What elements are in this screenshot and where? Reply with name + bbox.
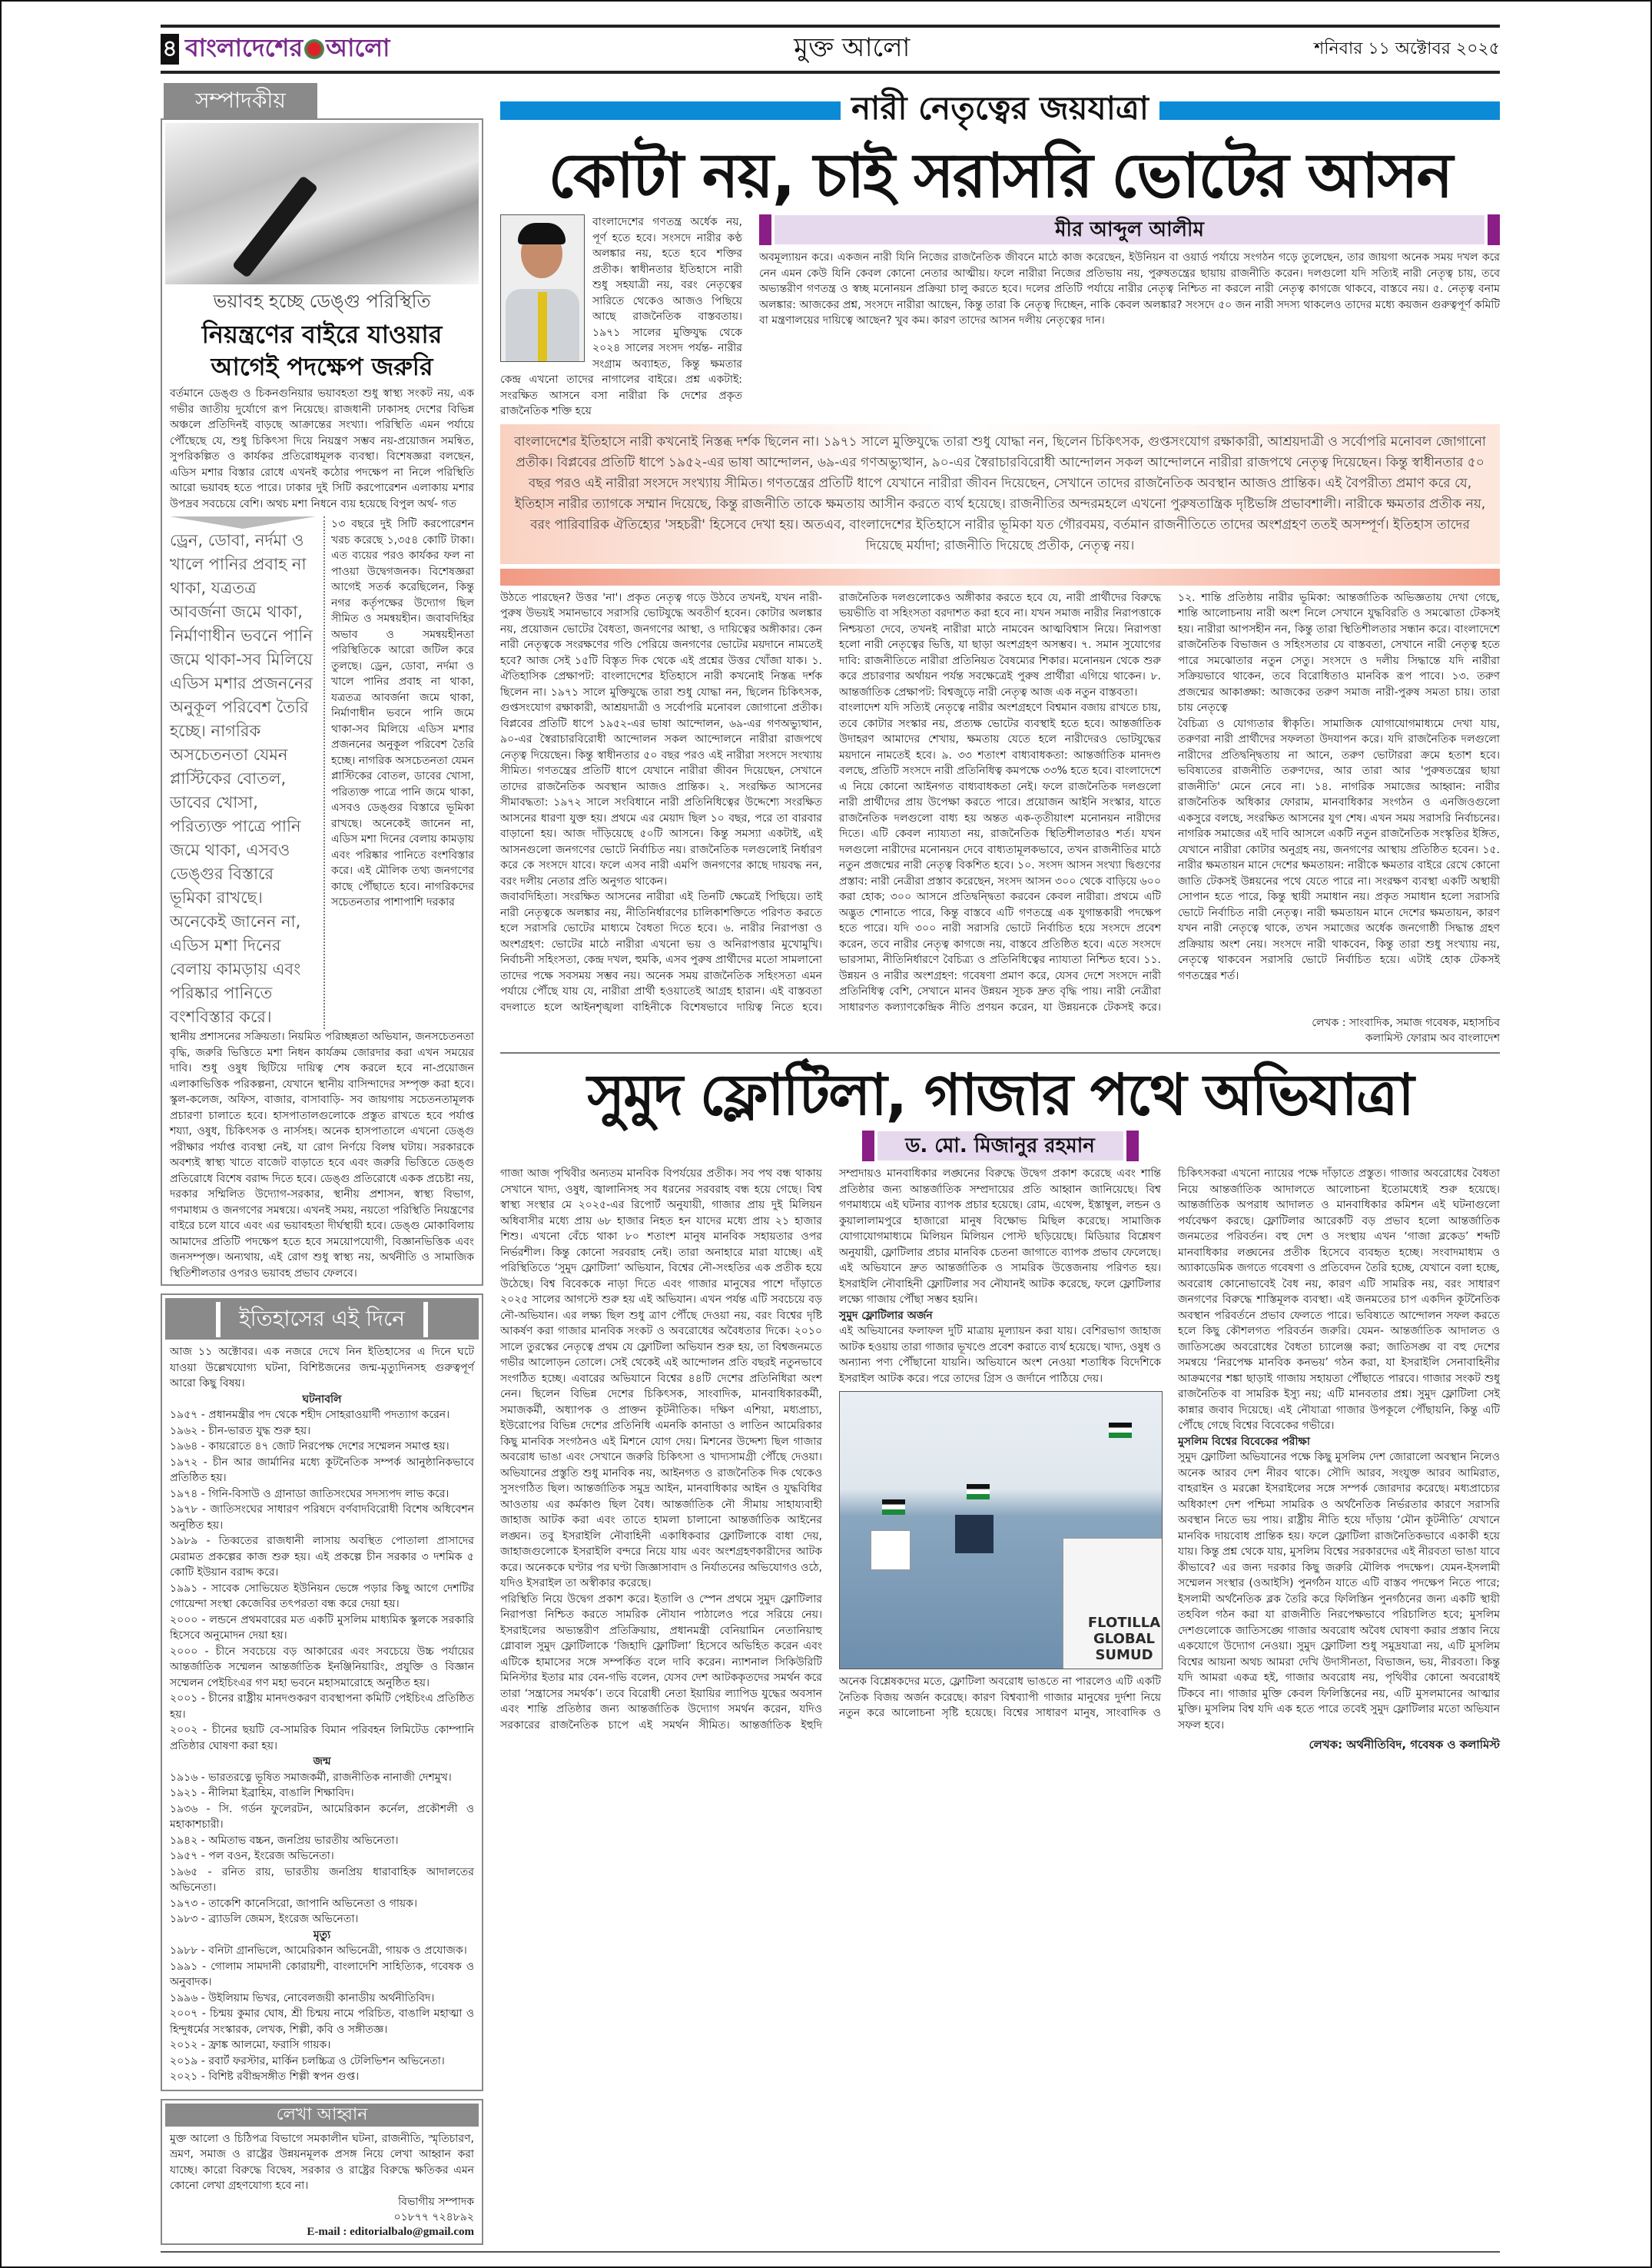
- article1-col1-top-text: বাংলাদেশের গণতন্ত্র অর্ধেক নয়, পূর্ণ হতে হবে। সংসদে নারীর কণ্ঠ অলঙ্কার নয়, হতে হবে শক্তির প্রতীক। স্বাধীনতার ইতিহাসে নারী শুধু সহযাত্রী নয়, বরং নেতৃত্বের সারিতে থেকেও আজও পিছিয়ে আছে রাজনৈতিক বাস্তবতায়। ১৯৭১ সালের মুক্তিযুদ্ধ থেকে ২০২৪ সালের সংসদ পর্যন্ত- নারীর সংগ্রাম অব্যাহত, কিন্তু ক্ষমতার কেন্দ্র এখনো তাদের নাগালের বাইরে। প্রশ্ন একটাই: সংরক্ষিত আসনে বসা নারীরা কি দেশের প্রকৃত রাজনৈতিক শক্তি হয়ে: [500, 216, 742, 417]
- history-death-item: ২০১২ - ফ্রাঙ্ক আলমো, ফরাসি গায়ক।: [170, 2039, 331, 2051]
- history-birth-item: ১৯৫৭ - পল বওন, ইংরেজ অভিনেতা।: [170, 1850, 334, 1862]
- history-event-item: ১৯৭৮ - জাতিসংঘের সাধারণ পরিষদে বর্ণবাদবিরোধী বিশেষ অধিবেশন অনুষ্ঠিত হয়।: [170, 1503, 474, 1532]
- editorial-headline-line2: আগেই পদক্ষেপ জরুরি: [211, 352, 433, 381]
- editorial-intro-text: বর্তমানে ডেঙ্গু ও চিকনগুনিয়ার ভয়াবহতা শুধু স্বাস্থ্য সংকট নয়, এক গভীর জাতীয় দুর্যোগে রূপ নিয়েছে। রাজধানী ঢাকাসহ দেশের বিভিন্ন অঞ্চলে প্রতিদিনই বাড়ছে আক্রান্তের সংখ্যা। পরিস্থিতি এমন পর্যায়ে পৌঁছেছে যে, শুধু চিকিৎসা দিয়ে নিয়ন্ত্রণ সম্ভব নয়-প্রয়োজন সমন্বিত, সুপরিকল্পিত ও কার্যকর প্রতিরোধমূলক ব্যবস্থা। বিশেষজ্ঞরা বলছেন, এডিস মশার বিস্তার রোধে এখনই কঠোর পদক্ষেপ না নিলে পরিস্থিতি আরো ভয়াবহ হতে পারে। ঢাকার দুই সিটি করপোরেশন এলাকায় মশার উপদ্রব সবচেয়ে বেশি। অথচ মশা নিধনে ব্যয় হয়েছে বিপুল অর্থ- গত: [170, 387, 474, 510]
- article2-byline: লেখক: অর্থনীতিবিদ, গবেষক ও কলামিস্ট: [1309, 1738, 1500, 1752]
- history-event-item: ১৯৫৭ - প্রধানমন্ত্রীর পদ থেকে শহীদ সোহরাওয়ার্দী পদত্যাগ করেন।: [170, 1409, 450, 1421]
- boat-shape: [871, 1530, 911, 1570]
- author2-tab-right: [1126, 1131, 1139, 1161]
- pen-writing-photo: [165, 123, 479, 284]
- article1-body: [500, 590, 1500, 1016]
- page-number: ৪: [161, 34, 179, 65]
- masthead-bottom-rule: [161, 71, 1500, 74]
- left-column: [161, 83, 483, 2245]
- article2-headline: সুমুদ ফ্লোটিলা, গাজার পথে অভিযাত্রা: [587, 1062, 1413, 1128]
- kicker-bar-left: [500, 101, 841, 120]
- article1-col2-top: [759, 214, 1500, 420]
- article2-col2-text: পরিস্থিতি নিয়ে উদ্বেগ প্রকাশ করে। ইতালি ও স্পেন প্রথমে সুমুদ ফ্লোটিলার নিরাপত্তা নিশ্চিত করতে সামরিক নৌযান পাঠালেও পরে সরিয়ে নেয়। ইসরাইলের অভ্যন্তরীণ প্রতিক্রিয়ায়, প্রধানমন্ত্রী বেনিয়ামিন নেতানিয়াহু গ্লোবাল সুমুদ ফ্লোটিলাকে ‘জিহাদি ফ্লোটিলা’ হিসেবে অভিহিত করেন এবং এটিকে হামাসের সঙ্গে সম্পর্কিত বলে দাবি করেন। ন্যাশনাল সিকিউরিটি মিনিস্টার ইতার মার বেন-গভি বলেন, যেসব দেশ আটককৃতদের সমর্থন করে তারা ‘সন্ত্রাসের সমর্থক’। তবে বিরোধী নেতা ইয়ায়ির ল্যাপিড যুদ্ধের অবসান এবং শান্তি প্রতিষ্ঠার জন্য আন্তর্জাতিক উদ্যোগ সমর্থন করেন, যদিও সরকারের রাজনৈতিক চাপে এই সমর্থন সীমিত। আন্তর্জাতিক ইহুদি সম্প্রদায়ও মানবাধিকার লঙ্ঘনের বিরুদ্ধে উদ্বেগ প্রকাশ করেছে এবং শান্তি প্রতিষ্ঠার জন্য আন্তর্জাতিক সম্প্রদায়ের প্রতি আহ্বান জানিয়েছে। বিশ্ব গণমাধ্যমে এই ঘটনার ব্যাপক প্রচার হয়েছে। রোম, এথেন্স, ইস্তাম্বুল, লন্ডন ও কুয়ালালামপুরে হাজারো মানুষ বিক্ষোভ মিছিল করেছে। সামাজিক যোগাযোগমাধ্যমে মিলিয়ন মিলিয়ন পোস্ট ছড়িয়েছে। মিডিয়ার বিশ্লেষণ অনুযায়ী, ফ্লোটিলার প্রচার মানবিক চেতনা জাগাতে ব্যাপক প্রভাব ফেলেছে। এই অভিযানে দ্রুত আন্তর্জাতিক ও সামরিক উত্তেজনায় পরিণত হয়। ইসরাইলি নৌবাহিনী ফ্লোটিলার সব নৌযানই আটক করেছে, ফলে ফ্লোটিলার লক্ষ্যে গাজায় পৌঁছা সম্ভব হয়নি।: [500, 1167, 1161, 1732]
- newspaper-logo: [185, 28, 390, 70]
- editorial-side-column: [323, 516, 474, 1029]
- palestine-flag-icon: [967, 1484, 990, 1499]
- palestine-flag-icon: [882, 1499, 905, 1515]
- editorial-body-end-text: স্থানীয় প্রশাসনের সক্রিয়তা। নিয়মিত পরিচ্ছন্নতা অভিযান, জনসচেতনতা বৃদ্ধি, জরুরি ভিত্তিতে মশা নিধন কার্যক্রম জোরদার করা এখন সময়ের দাবি। শুধু ওষুধ ছিটিয়ে দায়িত্ব শেষ করলে হবে না-প্রয়োজন এলাকাভিত্তিক পরিকল্পনা, যেখানে স্থানীয় বাসিন্দাদের সম্পৃক্ত করা হবে। স্কুল-কলেজ, অফিস, বাজার, বাসাবাড়ি- সব জায়গায় সচেতনতামূলক প্রচারণা চালাতে হবে। হাসপাতালগুলোকে প্রস্তুত রাখতে হবে পর্যাপ্ত শয্যা, ওষুধ, চিকিৎসক ও নার্সসহ। অনেক হাসপাতালে এখনো ডেঙ্গু পরীক্ষার পর্যাপ্ত ব্যবস্থা নেই, যা রোগ নির্ণয়ে বিলম্ব ঘটায়। সরকারকে অবশ্যই স্বাস্থ্য খাতে বাজেট বাড়াতে হবে এবং জরুরি ভিত্তিতে ডেঙ্গু প্রতিরোধে বিশেষ বরাদ্দ দিতে হবে। ডেঙ্গু প্রতিরোধে একক প্রচেষ্টা নয়, দরকার সম্মিলিত উদ্যোগ-সরকার, স্থানীয় প্রশাসন, স্বাস্থ্য বিভাগ, গণমাধ্যম ও জনগণের সমন্বয়ে। এখনই সময়, নয়তো পরিস্থিতি নিয়ন্ত্রণের বাইরে চলে যাবে এবং এর ভয়াবহতা দীর্ঘস্থায়ী হবে। ডেঙ্গু মোকাবিলায় আমাদের প্রতিটি পদক্ষেপ হতে হবে সময়োপযোগী, বিজ্ঞানভিত্তিক এবং জনসম্পৃক্ত। অন্যথায়, এই রোগ শুধু স্বাস্থ্য নয়, অর্থনীতি ও সামাজিক স্থিতিশীলতার ওপরও ভয়াবহ প্রভাব ফেলবে।: [170, 1031, 474, 1280]
- article1-kicker: নারী নেতৃত্বের জয়যাত্রা: [851, 89, 1149, 127]
- article2-col3-end-text: সুমুদ ফ্লোটিলা অভিযানের পক্ষে কিছু মুসলিম দেশ জোরালো অবস্থান নিলেও অনেক আরব দেশ নীরব থাকে। সৌদি আরব, সংযুক্ত আরব আমিরাত, বাহরাইন ও মরক্কো ইসরাইলের সঙ্গে সম্পর্ক জোরদার করেছে। মধ্যপ্রাচ্যের অধিকাংশ দেশ পশ্চিমা সামরিক ও অর্থনৈতিক নির্ভরতার কারণে সরাসরি অবস্থান নিতে ভয় পায়। রাষ্ট্রীয় নীতি হয়ে দাঁড়ায় ‘মৌন কূটনীতি’ যেখানে মানবিক দায়বোধ প্রান্তিক হয়। ফলে ফ্লোটিলা রাজনৈতিকভাবে একাকী হয়ে যায়। কিন্তু প্রশ্ন থেকে যায়, মুসলিম বিশ্বের সরকারদের এই নীরবতা ভাঙা যাবে কীভাবে? এর জন্য দরকার কিছু জরুরি মৌলিক পদক্ষেপ। যেমন-ইসলামী সম্মেলন সংস্থার (ওআইসি) পুনর্গঠন যাতে এটি বাস্তব পদক্ষেপ নিতে পারে; ইসলামী অর্থনৈতিক ব্লক তৈরি করে ফিলিস্তিন পুনর্গঠনের জন্য একটি স্থায়ী তহবিল গঠন করা যা রাজনীতি নিরপেক্ষভাবে পরিচালিত হবে; মুসলিম দেশগুলোকে জাতিসঙ্ঘে গাজার অবরোধ অবৈধ ঘোষণা করার প্রস্তাব নিয়ে একযোগে উদ্যোগ নেওয়া। সুমুদ ফ্লোটিলা শুধু সমুদ্রযাত্রা নয়, এটি মুসলিম বিশ্বের আয়না অথচ আমরা দেখি উদাসীনতা, বিভাজন, ভয়, নীরবতা। কিন্তু যদি আমরা একত্র হই, গাজার অবরোধ নয়, পৃথিবীর কোনো অবরোধই টিকবে না। গাজার মুক্তি কেবল ফিলিস্তিনের নয়, এটি মুসলমানের আত্মার মুক্তি। মুসলিম বিশ্ব যদি এক হতে পারে তবেই সুমুদ ফ্লোটিলার মতো অভিযান সফল হবে।: [1178, 1451, 1500, 1732]
- sun-emblem-icon: [304, 39, 324, 59]
- author-tab-right: [1488, 214, 1500, 245]
- pen-icon: [232, 175, 319, 278]
- pullquote-arrow-icon: [170, 516, 316, 529]
- article1-col3-bottom-text: বৈচিত্র্য ও যোগ্যতার স্বীকৃতি। সামাজিক যোগাযোগমাধ্যমে দেখা যায়, তরুণরা নারী প্রার্থীদের সফলতা উদযাপন করে। যদি রাজনৈতিক দলগুলো নারীদের প্রতিদ্বন্দ্বিতায় না আনে, তরুণ ভোটাররা ক্রমে হতাশ হবে। ভবিষ্যতের রাজনীতি তরুণদের, আর তারা আর 'পুরুষতন্ত্রের ছায়া রাজনীতি' মেনে নেবে না। ১৪. নাগরিক সমাজের আহ্বান: নারীর রাজনৈতিক অধিকার ফোরাম, মানবাধিকার সংগঠন ও এনজিওগুলো একসুরে বলছে, সংরক্ষিত আসনের যুগ শেষ। এখন সময় সরাসরি নির্বাচনের। নাগরিক সমাজের এই দাবি আসলে একটি নতুন রাজনৈতিক সংস্কৃতির ইঙ্গিত, যেখানে নারীরা কোটার অনুগ্রহ নয়, জনগণের আস্থায় প্রতিষ্ঠিত হবেন। ১৫. নারীর ক্ষমতায়ন মানে দেশের ক্ষমতায়ন: নারীকে ক্ষমতার বাইরে রেখে কোনো জাতি টেকসই উন্নয়নের পথে যেতে পারে না। সংরক্ষণ ব্যবস্থা একটি অস্থায়ী সোপান হতে পারে, কিন্তু স্থায়ী সমাধান নয়। প্রকৃত সমাধান হলো সরাসরি ভোটে নির্বাচিত নারী নেতৃত্ব। নারী ক্ষমতায়ন মানে দেশের ক্ষমতায়ন, কারণ যখন নারী নেতৃত্বে থাকে, তখন সমাজের অর্ধেক জনগোষ্ঠী সিদ্ধান্ত গ্রহণ প্রক্রিয়ায় অংশ নেয়। সংসদে নারী থাকবেন, কিন্তু তারা শুধু সংখ্যায় নয়, নেতৃত্বে থাকবেন সরাসরি ভোটে নির্বাচিত হয়ে। এটাই হোক টেকসই গণতন্ত্রের শর্ত।: [1178, 717, 1500, 982]
- page-layout: [161, 83, 1500, 2245]
- article2-author: ড. মো. মিজানুর রহমান: [877, 1131, 1123, 1161]
- article2-col3-text: অনেক বিশ্লেষকদের মতে, ফ্লোটিলা অবরোধ ভাঙতে না পারলেও এটি একটি নৈতিক বিজয় অর্জন করেছে। কারণ বিশ্বব্যাপী গাজার মানুষের দুর্দশা নিয়ে নতুন করে আলোচনা সৃষ্টি হয়েছে। বিশ্বের সাধারণ মানুষ, সাংবাদিক ও চিকিৎসকরা এখনো ন্যায়ের পক্ষে দাঁড়াতে প্রস্তুত। গাজার অবরোধের বৈধতা নিয়ে আন্তর্জাতিক আদালতে আলোচনা ইতোমধ্যেই শুরু হয়েছে। আন্তর্জাতিক অপরাধ আদালত ও মানবাধিকার কমিশন এই ঘটনাগুলো পর্যবেক্ষণ করছে। ফ্লোটিলার আরেকটি বড় প্রভাব হলো আন্তর্জাতিক জনমতের পরিবর্তন। বহু দেশ ও সংস্থায় এখন ‘গাজা ব্লকেড’ শব্দটি মানবাধিকার লঙ্ঘনের প্রতীক হিসেবে ব্যবহৃত হচ্ছে। সংবাদমাধ্যম ও অ্যাকাডেমিক জগতে গবেষণা ও প্রতিবেদন তৈরি হচ্ছে, যেখানে বলা হচ্ছে, অবরোধ কোনোভাবেই বৈধ নয়, কারণ এটি সামরিক নয়, বরং সাধারণ জনগণের বিরুদ্ধে শাস্তিমূলক ব্যবস্থা। এই জনমতের চাপ একদিন কূটনৈতিক অবস্থান পরিবর্তনে প্রভাব ফেলতে পারে। ভবিষ্যতে আন্দোলন সফল করতে হলে কিছু কৌশলগত পরিবর্তন জরুরি। যেমন- আন্তর্জাতিক আদালত ও জাতিসঙ্ঘে অবরোধের বৈধতা চ্যালেঞ্জ করা; জাতিসঙ্ঘ বা বহু দেশের সমন্বয়ে ‘নিরপেক্ষ মানবিক কনভয়’ গঠন করা, যা ইসরাইলি সেনাবাহিনীর আক্রমণের শঙ্কা ছাড়াই গাজায় সহায়তা পৌঁছাতে পারবে। গাজার সংকট শুধু রাজনৈতিক বা সামরিক ইস্যু নয়; এটি মানবতার প্রশ্ন। সুমুদ ফ্লোটিলা সেই কান্নার জবাব দিয়েছে। এই নৌযাত্রা গাজার উপকূলে পৌঁছায়নি, কিন্তু এটি পৌঁছে গেছে বিশ্বের বিবেকের গভীরে।: [839, 1167, 1500, 1719]
- history-event-item: ১৯৬৪ - কায়রোতে ৪৭ জোট নিরপেক্ষ দেশের সম্মেলন সমাপ্ত হয়।: [170, 1440, 449, 1453]
- deaths-list: [170, 1943, 474, 2085]
- history-event-item: ১৯৭৪ - গিনি-বিসাউ ও গ্রানাডা জাতিসংঘের সদস্যপদ লাভ করে।: [170, 1487, 449, 1500]
- deaths-heading: মৃত্যু: [313, 1928, 331, 1941]
- history-birth-item: ১৯৩৬ - সি. গর্ডন ফুলেরটন, আমেরিকান কর্নেল, প্রকৌশলী ও মহাকাশচারী।: [170, 1802, 474, 1831]
- call-for-writing-label: লেখা আহ্বান: [165, 2104, 479, 2127]
- history-death-item: ১৯৯৬ - উইলিয়াম ভিখর, নোবেলজয়ী কানাডীয় অর্থনীতিবিদ।: [170, 1991, 435, 2004]
- article2-author-row: [862, 1131, 1139, 1161]
- section-title: মুক্ত আলো: [794, 32, 911, 63]
- article1-pullquote-box: [500, 424, 1500, 564]
- editorial-section-label: সম্পাদকীয়: [164, 83, 317, 118]
- boat-banner-text: FLOTILLA GLOBAL SUMUD: [1087, 1615, 1161, 1663]
- births-list: [170, 1770, 474, 1928]
- history-intro: আজ ১১ অক্টোবর। এক নজরে দেখে নিন ইতিহাসের এ দিনে ঘটে যাওয়া উল্লেখযোগ্য ঘটনা, বিশিষ্টজনের জন্ম-মৃত্যুদিনসহ গুরুত্বপূর্ণ আরো কিছু বিষয়।: [170, 1346, 474, 1390]
- logo-text-right: আলো: [326, 33, 390, 62]
- call-for-writing-body: মুক্ত আলো ও চিঠিপত্র বিভাগে সমকালীন ঘটনা, রাজনীতি, স্মৃতিচারণ, ভ্রমণ, সমাজ ও রাষ্ট্রের উন্নয়নমূলক প্রসঙ্গ নিয়ে লেখা আহ্বান করা যাচ্ছে। কারো বিরুদ্ধে বিদ্বেষ, সরকার ও রাষ্ট্রের বিরুদ্ধে ক্ষতিকর এমন কোনো লেখা গ্রহণযোগ্য হবে না।: [170, 2132, 474, 2192]
- history-birth-item: ১৯১৬ - ভারতরত্নে ভূষিত সমাজকর্মী, রাজনীতিক নানাজী দেশমুখ।: [170, 1771, 452, 1784]
- masthead: [161, 28, 1500, 71]
- history-event-item: ১৯৯১ - সাবেক সোভিয়েত ইউনিয়ন ভেঙ্গে পড়ার কিছু আগে দেশটির গোয়েন্দা সংস্থা কেজেবির তৎপরতা বন্ধ করে দেয়া হয়।: [170, 1582, 474, 1610]
- history-event-item: ১৯৮৯ - তিব্বতের রাজধানী লাসায় অবস্থিত পোতালা প্রাসাদের মেরামত প্রকল্পের কাজ শুরু হয়। এই প্রকল্পে চীন সরকার ৩ দশমিক ৫ কোটি ইউয়ান বরাদ্দ করে।: [170, 1535, 474, 1579]
- call-signature: বিভাগীয় সম্পাদক: [398, 2195, 474, 2208]
- births-heading: জন্ম: [313, 1755, 331, 1768]
- history-label-text: ইতিহাসের এই দিনে: [239, 1306, 405, 1331]
- article1-byline: [500, 1015, 1500, 1046]
- logo-text-left: বাংলাদেশের: [185, 33, 304, 62]
- article1-author: মীর আব্দুল আলীম: [775, 215, 1484, 244]
- history-birth-item: ১৯৭৩ - তাকেশি কানেসিরো, জাপানি অভিনেতা ও গায়ক।: [170, 1897, 417, 1910]
- article1-col3-top-text: বাংলাদেশ যদি সত্যিই নেতৃত্বে নারীর অংশগ্রহণে বিশ্বমান বজায় রাখতে চায়, তবে কোটার সংস্কার নয়, প্রত্যক্ষ ভোটের ব্যবস্থাই হতে হবে। আন্তর্জাতিক উদাহরণ আমাদের শেখায়, ক্ষমতায় যেতে হলে নারীদেরও ভোটযুদ্ধের ময়দানে নামতেই হবে। ৯. ৩৩ শতাংশ বাধ্যবাধকতা: আন্তর্জাতিক মানদণ্ড বলছে, প্রতিটি সংসদে নারী প্রতিনিধিত্ব কমপক্ষে ৩৩% হতে হবে। বাংলাদেশে এ নিয়ে কোনো আইনগত বাধ্যবাধকতা নেই। ফলে রাজনৈতিক দলগুলো নারী প্রার্থীদের প্রায় উপেক্ষা করতে পারে। প্রয়োজন আইনি সংস্কার, যাতে রাজনৈতিক দলগুলো বাধ্য হয় অন্তত এক-তৃতীয়াংশ মনোনয়ন নারীদের দিতে। এটি কেবল ন্যায্যতা নয়, রাজনৈতিক স্থিতিশীলতারও শর্ত। যখন দলগুলো নারীদের মনোনয়ন দেবে বাধ্যতামূলকভাবে, তখন রাজনীতির মাঠে নতুন প্রজন্মের নারী নেতৃত্ব বিকশিত হবে। ১০. সংসদ আসন সংখ্যা দ্বিগুণের প্রস্তাব: নারী নেত্রীরা প্রস্তাব করেছেন, সংসদ আসন ৩০০ থেকে বাড়িয়ে ৬০০ করা হোক; ৩০০ আসনে প্রতিদ্বন্দ্বিতা করবেন কেবল নারীরা। প্রথমে এটি অদ্ভুত শোনাতে পারে, কিন্তু বাস্তবে এটি গণতন্ত্রে এক যুগান্তকারী পদক্ষেপ হতে পারে। যদি ৩০০ নারী সরাসরি ভোটে নির্বাচিত হয়ে সংসদে প্রবেশ করেন, তবে নারীর নেতৃত্ব কাগজে নয়, বাস্তবে প্রতিষ্ঠিত হবে। এতে সংসদে ভারসাম্য, নীতিনির্ধারণে বৈচিত্র্য ও প্রতিনিধিত্বের ন্যায্যতা নিশ্চিত হবে। ১১. উন্নয়ন ও নারীর অংশগ্রহণ: গবেষণা প্রমাণ করে, যেসব দেশে সংসদে নারী প্রতিনিধিত্ব বেশি, সেখানে মানব উন্নয়ন সূচক দ্রুত বৃদ্ধি পায়। নারী নেত্রীরা সাধারণত কল্যাণকেন্দ্রিক নীতি প্রণয়ন করেন, যা উন্নয়নকে টেকসই করে। ১২. শান্তি প্রতিষ্ঠায় নারীর ভূমিকা: আন্তর্জাতিক অভিজ্ঞতায় দেখা গেছে, শান্তি আলোচনায় নারী অংশ নিলে সেখানে যুদ্ধবিরতি ও সমঝোতা টেকসই হয়। নারীরা আপসহীন নন, কিন্তু তারা স্থিতিশীলতার সন্ধান করে। বাংলাদেশে রাজনৈতিক বিভাজন ও সহিংসতার যে বাস্তবতা, সেখানে নারী নেতৃত্ব হতে পারে সমঝোতার নতুন সেতু। সংসদে ও দলীয় সিদ্ধান্তে যদি নারীরা সক্রিয়ভাবে থাকেন, তবে বিরোধিতাও মানবিক রূপ পাবে। ১৩. তরুণ প্রজন্মের আকাঙ্ক্ষা: আজকের তরুণ সমাজ নারী-পুরুষ সমতা চায়। তারা চায় নেতৃত্বে: [839, 591, 1500, 1014]
- article1-col2-top-text: অবমূল্যায়ন করে। একজন নারী যিনি নিজের রাজনৈতিক জীবনে মাঠে কাজ করেছেন, ইউনিয়ন বা ওয়ার্ড পর্যায়ে সংগঠন গড়ে তুলেছেন, তার জায়গা অনেক সময় দখল করে নেন এমন কেউ যিনি কেবল কোনো নেতার আত্মীয়। ফলে নারীরা নিজের প্রতিভায় নয়, পুরুষতন্ত্রের ছায়ায় রাজনীতি করেন। দলগুলো যদি সত্যিই নারী নেতৃত্ব চায়, তবে অভ্যন্তরীণ গণতন্ত্র ও স্বচ্ছ মনোনয়ন প্রক্রিয়া চালু করতে হবে। দলের প্রতিটি পর্যায়ে নারীর নেতৃত্ব নিশ্চিত না করলে নারী নেতৃত্ব কাগজে থাকবে, বাস্তবে নয়। ৫. নেতৃত্ব বনাম অলঙ্কার: আজকের প্রশ্ন, সংসদে নারীরা আছেন, কিন্তু তারা কি নেতৃত্ব দিচ্ছেন, নাকি কেবল অলঙ্কার? সংসদে ৫০ জন নারী সদস্য থাকলেও তাদের মধ্যে কয়জন গুরুত্বপূর্ণ কমিটি বা মন্ত্রণালয়ের দায়িত্বে আছেন? খুব কম। কারণ তাদের আসন দলীয় নেতৃত্বের দান।: [759, 251, 1500, 327]
- history-death-item: ১৯৮৮ - বনিটা গ্রানভিলে, আমেরিকান অভিনেত্রী, গায়ক ও প্রযোজক।: [170, 1944, 467, 1957]
- issue-date: শনিবার ১১ অক্টোবর ২০২৫: [1314, 38, 1500, 58]
- author-tab-left: [759, 214, 771, 245]
- boat-shape: [955, 1515, 994, 1553]
- article1-byline-line2: কলামিস্ট ফোরাম অব বাংলাদেশ: [1365, 1032, 1500, 1044]
- call-for-writing-box: [161, 2099, 483, 2245]
- history-death-item: ১৯৯১ - গোলাম সামদানী কোরায়শী, বাংলাদেশি সাহিত্যিক, গবেষক ও অনুবাদক।: [170, 1960, 474, 1988]
- article1-top-row: [500, 214, 1500, 420]
- editorial-kicker: ভয়াবহ হচ্ছে ডেঙ্গু পরিস্থিতি: [213, 291, 431, 312]
- article1-kicker-row: [500, 83, 1500, 138]
- history-box: [161, 1293, 483, 2091]
- subhead-achievement: সুমুদ ফ্লোটিলার অর্জন: [839, 1309, 933, 1322]
- history-death-item: ২০২১ - বিশিষ্ট রবীন্দ্রসঙ্গীত শিল্পী স্বপন গুপ্ত।: [170, 2070, 360, 2083]
- history-birth-item: ১৯৪২ - অমিতাভ বচ্চন, জনপ্রিয় ভারতীয় অভিনেতা।: [170, 1834, 399, 1847]
- history-death-item: ২০১৯ - রবার্ট ফরস্টার, মার্কিন চলচ্চিত্র ও টেলিভিশন অভিনেতা।: [170, 2054, 445, 2067]
- author-portrait-photo: [500, 214, 585, 362]
- achievement-text: এই অভিযানের ফলাফল দুটি মাত্রায় মূল্যায়ন করা যায়। বেশিরভাগ জাহাজ আটক হওয়ায় তারা গাজার ভূখণ্ডে প্রবেশ করাতে ব্যর্থ হয়েছে। খাদ্য, ওষুধ ও অন্যান্য পণ্য পৌঁছানো যায়নি। অভিযানে অংশ নেওয়া শতাধিক বিদেশিকে ইসরাইল আটক করে। পরে তাদের গ্রিস ও জর্দানে পাঠিয়ে দেয়।: [839, 1325, 1161, 1385]
- history-birth-item: ১৯৮৩ - ব্র্যাডলি জেমস, ইংরেজ অভিনেতা।: [170, 1913, 359, 1925]
- events-heading: ঘটনাবলি: [302, 1393, 342, 1406]
- palestine-flag-icon: [1109, 1423, 1132, 1438]
- flotilla-boats-photo: [839, 1391, 1163, 1669]
- call-phone: ০১৮৭৭ ৭২৪৮৯২: [393, 2211, 474, 2223]
- article1-byline-line1: লেখক : সাংবাদিক, সমাজ গবেষক, মহাসচিব: [1312, 1017, 1500, 1029]
- pullquote-column: [170, 516, 316, 1029]
- author2-tab-left: [862, 1131, 874, 1161]
- editorial-box: [161, 118, 483, 1286]
- history-section-label: [165, 1298, 479, 1340]
- editorial-body: [162, 383, 482, 1284]
- editorial-headline: [162, 318, 482, 383]
- article1-col1-text: উঠতে পারছেন? উত্তর 'না'। প্রকৃত নেতৃত্ব গড়ে উঠবে তখনই, যখন নারী-পুরুষ উভয়ই সমানভাবে সরাসরি ভোটযুদ্ধে অবতীর্ণ হবেন। কোটার অলঙ্কার নয়, প্রয়োজন ভোটের বৈধতা, জনগণের আস্থা, ও দায়িত্বের অঙ্গীকার। কেন নারী নেতৃত্বকে সংরক্ষণের গণ্ডি পেরিয়ে জনগণের ভোটের ময়দানে নামতেই হবে? আজ সেই ১৫টি বিস্তৃত দিক থেকে এই প্রশ্নের উত্তর খোঁজা যাক। ১. ঐতিহাসিক প্রেক্ষাপট: বাংলাদেশের ইতিহাসে নারী কখনোই নিস্তব্ধ দর্শক ছিলেন না। ১৯৭১ সালে মুক্তিযুদ্ধে তারা শুধু যোদ্ধা নন, ছিলেন চিকিৎসক, গুপ্তসংযোগ রক্ষাকারী, আশ্রয়দাত্রী ও সর্বোপরি মনোবল জোগানো প্রতীক। বিপ্লবের প্রতিটি ধাপে ১৯৫২-এর ভাষা আন্দোলন, ৬৯-এর গণঅভ্যুত্থান, ৯০-এর স্বৈরাচারবিরোধী আন্দোলন সকল আন্দোলনে নারীরা রাজপথে নেতৃত্ব দিয়েছেন। কিন্তু স্বাধীনতার ৫০ বছর পরও এই নারীরা সংসদে সংখ্যায় সীমিত। গণতন্ত্রের প্রতিটি ধাপে যেখানে নারীরা জীবন দিয়েছেন, সেখানে তাদের রাজনৈতিক অবস্থান আজও প্রান্তিক। ২. সংরক্ষিত আসনের সীমাবদ্ধতা: ১৯৭২ সালে সংবিধানে নারী প্রতিনিধিত্বের উদ্দেশ্যে সংরক্ষিত আসনের ধারণা যুক্ত হয়। প্রথমে এর মেয়াদ ছিল ১০ বছর, পরে তা বারবার বাড়ানো হয়। আজ দাঁড়িয়েছে ৫০টি আসনে। কিন্তু সমস্যা একটাই, এই আসনগুলো জনগণের ভোটে নির্বাচিত নয়। রাজনৈতিক দলগুলোই নির্ধারণ করে কে সংসদে যাবে। ফলে এসব নারী এমপি জনগণের কাছে দায়বদ্ধ নন, বরং দলীয় নেতার প্রতি অনুগত থাকেন।: [500, 591, 822, 888]
- history-event-item: ২০০০ - লন্ডনে প্রথমবারের মত একটি মুসলিম মাধ্যমিক স্কুলকে সরকারি হিসেবে অনুমোদন দেয়া হয়।: [170, 1613, 474, 1642]
- history-event-item: ২০০০ - চীনে সবচেয়ে বড় আকারের এবং সবচেয়ে উচ্চ পর্যায়ের আন্তর্জাতিক সম্মেলন আন্তর্জাতিক ইনঞ্জিনিয়ারিং, প্রযুক্তি ও বিজ্ঞান সম্মেলন পেইচিংএর গণ মহা ভবনে মহাসমারোহে অনুষ্ঠিত হয়।: [170, 1645, 474, 1689]
- history-event-item: ২০০১ - চীনের রাষ্ট্রীয় মানদণ্ডকরণ ব্যবস্থাপনা কমিটি পেইচিংএ প্রতিষ্ঠিত হয়।: [170, 1692, 474, 1721]
- article1-headline: কোটা নয়, চাই সরাসরি ভোটের আসন: [548, 140, 1452, 211]
- main-column: [500, 83, 1500, 2245]
- editorial-side-text: ১৩ বছরে দুই সিটি করপোরেশন খরচ করেছে ১,৩৫৪ কোটি টাকা। এত ব্যয়ের পরও কার্যকর ফল না পাওয়া উদ্বেগজনক। বিশেষজ্ঞরা আগেই সতর্ক করেছিলেন, কিন্তু নগর কর্তৃপক্ষের উদ্যোগ ছিল সীমিত ও সমন্বয়হীন। জবাবদিহির অভাব ও সমন্বয়হীনতা পরিস্থিতিকে আরো জটিল করে তুলছে। ড্রেন, ডোবা, নর্দমা ও খালে পানির প্রবাহ না থাকা, যত্রতত্র আবর্জনা জমে থাকা, নির্মাণাধীন ভবনে পানি জমে থাকা-সব মিলিয়ে এডিস মশার প্রজননের অনুকূল পরিবেশ তৈরি হচ্ছে। নাগরিক অসচেতনতা যেমন প্লাস্টিকের বোতল, ডাবের খোসা, পরিত্যক্ত পাত্রে পানি জমে থাকা, এসবও ডেঙ্গুর বিস্তারে ভূমিকা রাখছে। অনেকেই জানেন না, এডিস মশা দিনের বেলায় কামড়ায় এবং পরিষ্কার পানিতে বংশবিস্তার করে। এই মৌলিক তথ্য জনগণের কাছে পৌঁছাতে হবে। নাগরিকদের সচেতনতার পাশাপাশি দরকার: [331, 518, 474, 908]
- ornament-bar-right-icon: [423, 1302, 428, 1337]
- editorial-split: [170, 516, 474, 1029]
- tie-shape: [538, 292, 547, 361]
- call-email-link[interactable]: E-mail : editorialbalo@gmail.com: [307, 2225, 474, 2238]
- events-list: [170, 1407, 474, 1754]
- article2-body: [500, 1166, 1500, 1733]
- article1-col1-top: [500, 214, 742, 420]
- article1-author-row: [759, 214, 1500, 245]
- history-event-item: ২০০২ - চীনের ছয়টি বে-সামরিক বিমান পরিবহন লিমিটেড কোম্পানি প্রতিষ্ঠার ঘোষণা করা হয়।: [170, 1724, 474, 1752]
- history-birth-item: ১৯৬৫ - রনিত রায়, ভারতীয় জনপ্রিয় ধারাবাহিক আদালতের অভিনেতা।: [170, 1865, 474, 1894]
- article1-col2-bottom-text: জবাবদিহিতা। সংরক্ষিত আসনের নারীরা এই তিনটি ক্ষেত্রেই পিছিয়ে। তাই নারী নেতৃত্বকে অলঙ্কার নয়, নীতিনির্ধারণের চালিকাশক্তিতে পরিণত করতে হলে সরাসরি ভোটের মাধ্যমে বৈধতা দিতে হবে। ৬. নারীর নিরাপত্তা ও অংশগ্রহণ: ভোটের মাঠে নারীরা এখনো ভয় ও অনিরাপত্তার মুখোমুখি। নির্বাচনী সহিংসতা, কেন্দ্র দখল, হুমকি, এসব পুরুষ প্রার্থীদের মতো সামলানো তাদের পক্ষে সবসময় সম্ভব নয়। অনেক সময় রাজনৈতিক সহিংসতা এমন পর্যায়ে পৌঁছে যায় যে, নারীরা প্রার্থী হওয়াতেই আগ্রহ হারান। এই বাস্তবতা বদলাতে হলে আইনশৃঙ্খলা বাহিনীকে বিশেষভাবে দায়িত্ব নিতে হবে। রাজনৈতিক দলগুলোকেও অঙ্গীকার করতে হবে যে, নারী প্রার্থীদের বিরুদ্ধে ভয়ভীতি বা সহিংসতা বরদাশত করা হবে না। যখন সমাজ নারীর নিরাপত্তাকে নিশ্চয়তা দেবে, তখনই নারীরা মাঠে নামবেন আত্মবিশ্বাস নিয়ে। নিরাপত্তা হলো নারী নেতৃত্বের ভিত্তি, যা ছাড়া অংশগ্রহণ অসম্ভব। ৭. সমান সুযোগের দাবি: রাজনীতিতে নারীরা প্রতিনিয়ত বৈষম্যের শিকার। মনোনয়ন থেকে শুরু করে প্রচারণার অর্থায়ন পর্যন্ত সবক্ষেত্রেই পুরুষ প্রার্থীরা এগিয়ে থাকেন। ৮. আন্তর্জাতিক প্রেক্ষাপট: বিশ্বজুড়ে নারী নেতৃত্ব আজ এক নতুন বাস্তবতা।: [500, 591, 1161, 1014]
- article2-col1-text: গাজা আজ পৃথিবীর অন্যতম মানবিক বিপর্যয়ের প্রতীক। সব পথ বন্ধ থাকায় সেখানে খাদ্য, ওষুধ, জ্বালানিসহ সব ধরনের সরবরাহ বন্ধ হয়ে গেছে। বিশ্ব স্বাস্থ্য সংস্থার মে ২০২৫-এর রিপোর্ট অনুযায়ী, গাজার প্রায় দুই মিলিয়ন অধিবাসীর মধ্যে প্রায় ৬৮ হাজার নিহত হন যাদের মধ্যে প্রায় ২১ হাজার শিশু। এখনো বেঁচে থাকা ৮০ শতাংশ মানুষ মানবিক সহায়তার ওপর নির্ভরশীল। কিন্তু কোনো সরবরাহ নেই। তারা অনাহারে মারা যাচ্ছে। এই পরিস্থিতিতে ‘সুমুদ ফ্লোটিলা’ অভিযান, বিশ্বের নৌ-সংহতির এক প্রতীক হয়ে উঠেছে। বিশ্ব বিবেককে নাড়া দিতে এবং গাজার মানুষের পাশে দাঁড়াতে ২০২৫ সালের আগস্টে শুরু হয় এই অভিযান। এখন পর্যন্ত এটি সবচেয়ে বড় নৌ-অভিযান। এর লক্ষ্য ছিল শুধু ত্রাণ পৌঁছে দেওয়া নয়, বরং বিশ্বের দৃষ্টি আকর্ষণ করা গাজার মানবিক সংকট ও অবরোধের অবৈধতার দিকে। ২০১০ সালে তুরস্কের নেতৃত্বে প্রথম যে ফ্লোটিলা অভিযান শুরু হয়, তা বিশ্বজনমতে গভীর আলোড়ন তোলে। সেই থেকেই এই আন্দোলন প্রতি বছরই নতুনভাবে সংগঠিত হচ্ছে। এবারের অভিযানে বিশ্বের ৪৪টি দেশের প্রতিনিধিরা অংশ নেন। ছিলেন বিভিন্ন দেশের চিকিৎসক, সাংবাদিক, মানবাধিকারকর্মী, সমাজকর্মী, অধ্যাপক ও প্রাক্তন কূটনীতিক। দক্ষিণ এশিয়া, মধ্যপ্রাচ্য, ইউরোপের বিভিন্ন দেশের প্রতিনিধি এমনকি কানাডা ও লাতিন আমেরিকার কিছু মানবিক সংগঠনও এই মিশনে যোগ দেয়। মিশনের উদ্দেশ্য ছিল গাজার অবরোধ ভাঙা এবং সেখানে জরুরি চিকিৎসা ও খাদ্যসামগ্রী পৌঁছে দেওয়া। অভিযানের প্রস্তুতি শুধু মানবিক নয়, আইনগত ও রাজনৈতিক দিক থেকেও সুসংগঠিত ছিল। আন্তর্জাতিক সমুদ্র আইন, মানবাধিকার আইন ও যুদ্ধবিধির আওতায় এর কর্মকাণ্ড ছিল বৈধ। আন্তর্জাতিক নৌ সীমায় সাহায্যবাহী জাহাজ আটক করা এবং তাতে হামলা চালানো আন্তর্জাতিক আইনের লঙ্ঘন। তবু ইসরাইলি নৌবাহিনী একাধিকবার ফ্লোটিলাকে বাধা দেয়, জাহাজগুলোকে ইসরাইলি বন্দরে নিয়ে যায় এবং অংশগ্রহণকারীদের আটক করে। অনেককে ঘণ্টার পর ঘণ্টা জিজ্ঞাসাবাদ ও নির্যাতনের অভিযোগও ওঠে, যদিও ইসরাইল তা অস্বীকার করেছে।: [500, 1167, 822, 1589]
- bottom-rule: [161, 2251, 1500, 2253]
- editorial-pullquote: ড্রেন, ডোবা, নর্দমা ও খালে পানির প্রবাহ না থাকা, যত্রতত্র আবর্জনা জমে থাকা, নির্মাণাধীন ভবনে পানি জমে থাকা-সব মিলিয়ে এডিস মশার প্রজননের অনুকূল পরিবেশ তৈরি হচ্ছে। নাগরিক অসচেতনতা যেমন প্লাস্টিকের বোতল, ডাবের খোসা, পরিত্যক্ত পাত্রে পানি জমে থাকা, এসবও ডেঙ্গুর বিস্তারে ভূমিকা রাখছে। অনেকেই জানেন না, এডিস মশা দিনের বেলায় কামড়ায় এবং পরিষ্কার পানিতে বংশবিস্তার করে।: [170, 531, 313, 1026]
- kicker-bar-right: [1159, 101, 1500, 120]
- history-event-item: ১৯৬২ - চীন-ভারত যুদ্ধ শুরু হয়।: [170, 1424, 311, 1437]
- article1-pullquote: বাংলাদেশের ইতিহাসে নারী কখনোই নিস্তব্ধ দর্শক ছিলেন না। ১৯৭১ সালে মুক্তিযুদ্ধে তারা শুধু যোদ্ধা নন, ছিলেন চিকিৎসক, গুপ্তসংযোগ রক্ষাকারী, আশ্রয়দাত্রী ও সর্বোপরি মনোবল জোগানো প্রতীক। বিপ্লবের প্রতিটি ধাপে ১৯৫২-এর ভাষা আন্দোলন, ৬৯-এর গণঅভ্যুত্থান, ৯০-এর স্বৈরাচারবিরোধী আন্দোলন সকল আন্দোলনে নারীরা রাজপথে নেতৃত্ব দিয়েছেন। কিন্তু স্বাধীনতার ৫০ বছর পরও এই নারীরা সংসদে সংখ্যায় সীমিত। গণতন্ত্রের প্রতিটি ধাপে যেখানে নারীরা জীবন দিয়েছেন, সেখানে তাদের রাজনৈতিক অবস্থান আজও প্রান্তিক। এই বৈপরীত্য প্রমাণ করে যে, ইতিহাস নারীর ত্যাগকে সম্মান দিয়েছে, কিন্তু রাজনীতি তাকে ক্ষমতায় আসীন করতে ব্যর্থ হয়েছে। রাজনীতির অন্দরমহলে এখনো পুরুষতান্ত্রিক দৃষ্টিভঙ্গি প্রভাবশালী। নারীকে ক্ষমতার প্রতীক নয়, বরং পারিবারিক ঐতিহ্যের 'সহচরী' হিসেবে দেখা হয়। অতএব, বাংলাদেশের ইতিহাসে নারীর ভূমিকা যত গৌরবময়, বর্তমান রাজনীতিতে তাদের অংশগ্রহণ ততই অসম্পূর্ণ। ইতিহাস তাদের দিয়েছে মর্যাদা; রাজনীতি দিয়েছে প্রতীক, নেতৃত্ব নয়।: [514, 433, 1486, 553]
- history-death-item: ২০০৭ - চিন্ময় কুমার ঘোষ, শ্রী চিন্ময় নামে পরিচিত, বাঙালি মহাত্মা ও হিন্দুধর্মের সংস্কারক, লেখক, শিল্পী, কবি ও সঙ্গীতজ্ঞ।: [170, 2007, 474, 2036]
- history-content: [162, 1343, 482, 2090]
- editorial-headline-line1: নিয়ন্ত্রণের বাইরে যাওয়ার: [201, 320, 443, 349]
- subhead-muslim-world: মুসলিম বিশ্বের বিবেকের পরীক্ষা: [1178, 1435, 1310, 1448]
- article-separator: [500, 1052, 1500, 1054]
- call-for-writing-content: [162, 2130, 482, 2243]
- history-event-item: ১৯৭২ - চীন আর জার্মানির মধ্যে কূটনৈতিক সম্পর্ক আনুষ্ঠানিকভাবে প্রতিষ্ঠিত হয়।: [170, 1456, 474, 1484]
- history-birth-item: ১৯২১ - নীলিমা ইব্রাহিম, বাঙালি শিক্ষাবিদ।: [170, 1787, 354, 1799]
- hair-shape: [518, 223, 566, 244]
- ornament-bar-left-icon: [216, 1302, 221, 1337]
- pullquote-accent-band: [500, 569, 1500, 586]
